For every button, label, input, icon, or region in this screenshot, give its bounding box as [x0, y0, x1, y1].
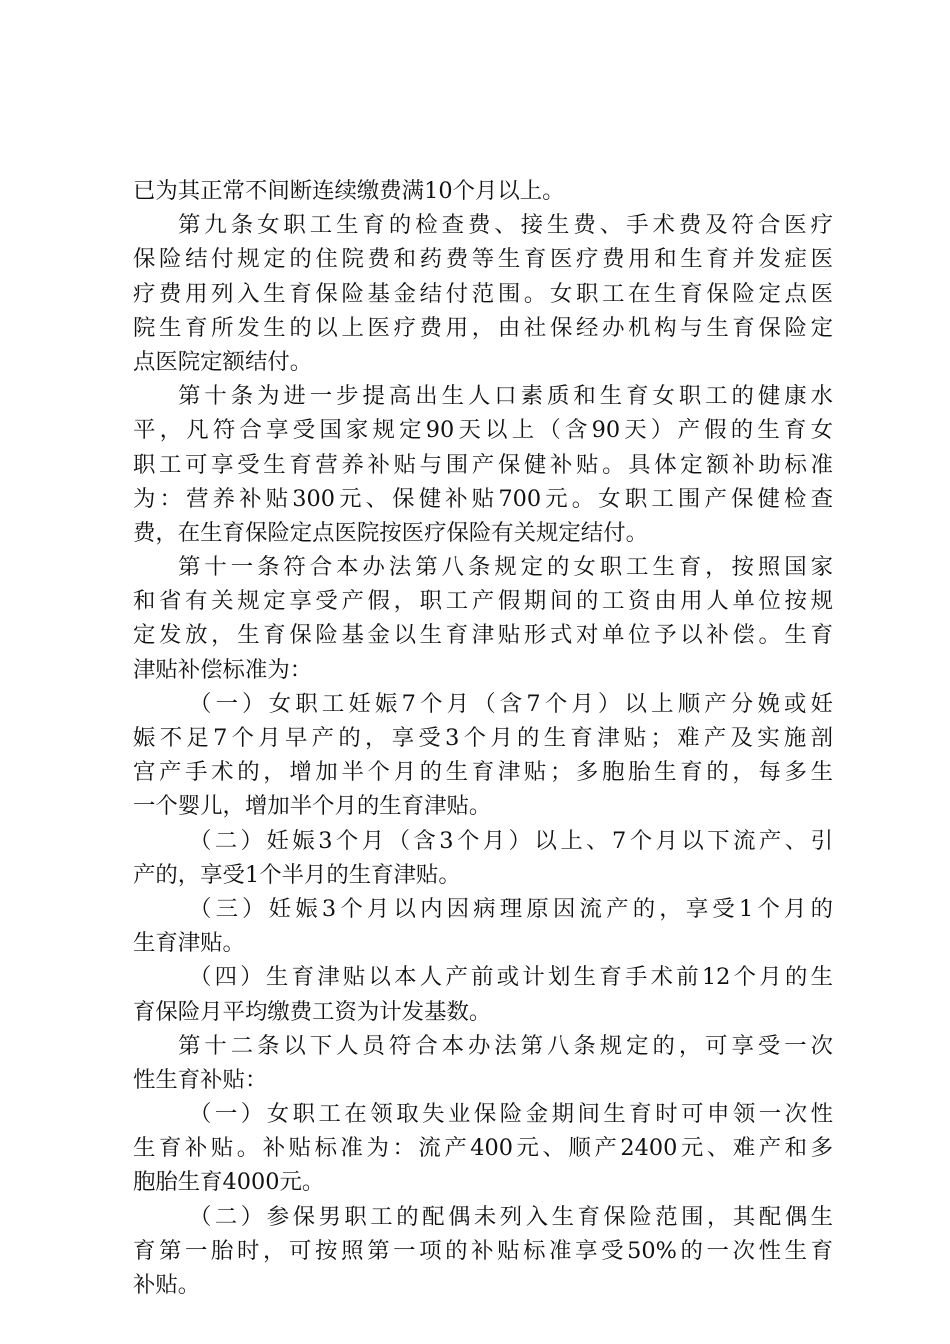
text-line: 宫产手术的，增加半个月的生育津贴；多胞胎生育的，每多生: [133, 759, 833, 786]
text-line: 生育补贴。补贴标准为：流产400元、顺产2400元、难产和多: [133, 1135, 833, 1162]
text-line: 性生育补贴：: [133, 1066, 268, 1093]
text-line: 一个婴儿，增加半个月的生育津贴。: [133, 793, 492, 820]
text-line: （一）女职工妊娠7个月（含7个月）以上顺产分娩或妊: [189, 690, 833, 717]
text-line: 育保险月平均缴费工资为计发基数。: [133, 998, 492, 1025]
text-line: 院生育所发生的以上医疗费用，由社保经办机构与生育保险定: [133, 314, 833, 341]
text-line: 平，凡符合享受国家规定90天以上（含90天）产假的生育女: [133, 417, 833, 444]
text-line: 和省有关规定享受产假，职工产假期间的工资由用人单位按规: [133, 588, 833, 615]
text-line: 第十一条符合本办法第八条规定的女职工生育，按照国家: [178, 554, 833, 581]
text-line: 已为其正常不间断连续缴费满10个月以上。: [133, 178, 565, 204]
text-line: 第九条女职工生育的检查费、接生费、手术费及符合医疗: [178, 212, 833, 239]
text-line: 补贴。: [133, 1272, 201, 1298]
text-line: 生育津贴。: [133, 930, 245, 957]
text-line: 津贴补偿标准为：: [133, 656, 313, 683]
text-line: 点医院定额结付。: [133, 348, 313, 375]
text-line: 产的，享受1个半月的生育津贴。: [133, 861, 461, 888]
text-line: 第十条为进一步提高出生人口素质和生育女职工的健康水: [178, 383, 833, 410]
text-line: （二）妊娠3个月（含3个月）以上、7个月以下流产、引: [189, 827, 833, 854]
text-line: 定发放，生育保险基金以生育津贴形式对单位予以补偿。生育: [133, 622, 833, 649]
text-line: 胞胎生育4000元。: [133, 1169, 325, 1196]
text-line: 育第一胎时，可按照第一项的补贴标准享受50%的一次性生育: [133, 1237, 833, 1264]
text-line: 为：营养补贴300元、保健补贴700元。女职工围产保健检查: [133, 485, 833, 512]
text-line: 疗费用列入生育保险基金结付范围。女职工在生育保险定点医: [133, 280, 833, 307]
text-line: 娠不足7个月早产的，享受3个月的生育津贴；难产及实施剖: [133, 725, 833, 751]
text-line: 第十二条以下人员符合本办法第八条规定的，可享受一次: [178, 1032, 833, 1059]
text-line: （三）妊娠3个月以内因病理原因流产的，享受1个月的: [189, 895, 833, 922]
text-line: （四）生育津贴以本人产前或计划生育手术前12个月的生: [189, 964, 833, 991]
document-body: [133, 174, 833, 1302]
text-line: 保险结付规定的住院费和药费等生育医疗费用和生育并发症医: [133, 246, 833, 273]
text-line: （一）女职工在领取失业保险金期间生育时可申领一次性: [189, 1101, 833, 1128]
text-line: （二）参保男职工的配偶未列入生育保险范围，其配偶生: [189, 1203, 833, 1230]
text-line: 费，在生育保险定点医院按医疗保险有关规定结付。: [133, 519, 648, 546]
text-line: 职工可享受生育营养补贴与围产保健补贴。具体定额补助标准: [133, 451, 833, 478]
